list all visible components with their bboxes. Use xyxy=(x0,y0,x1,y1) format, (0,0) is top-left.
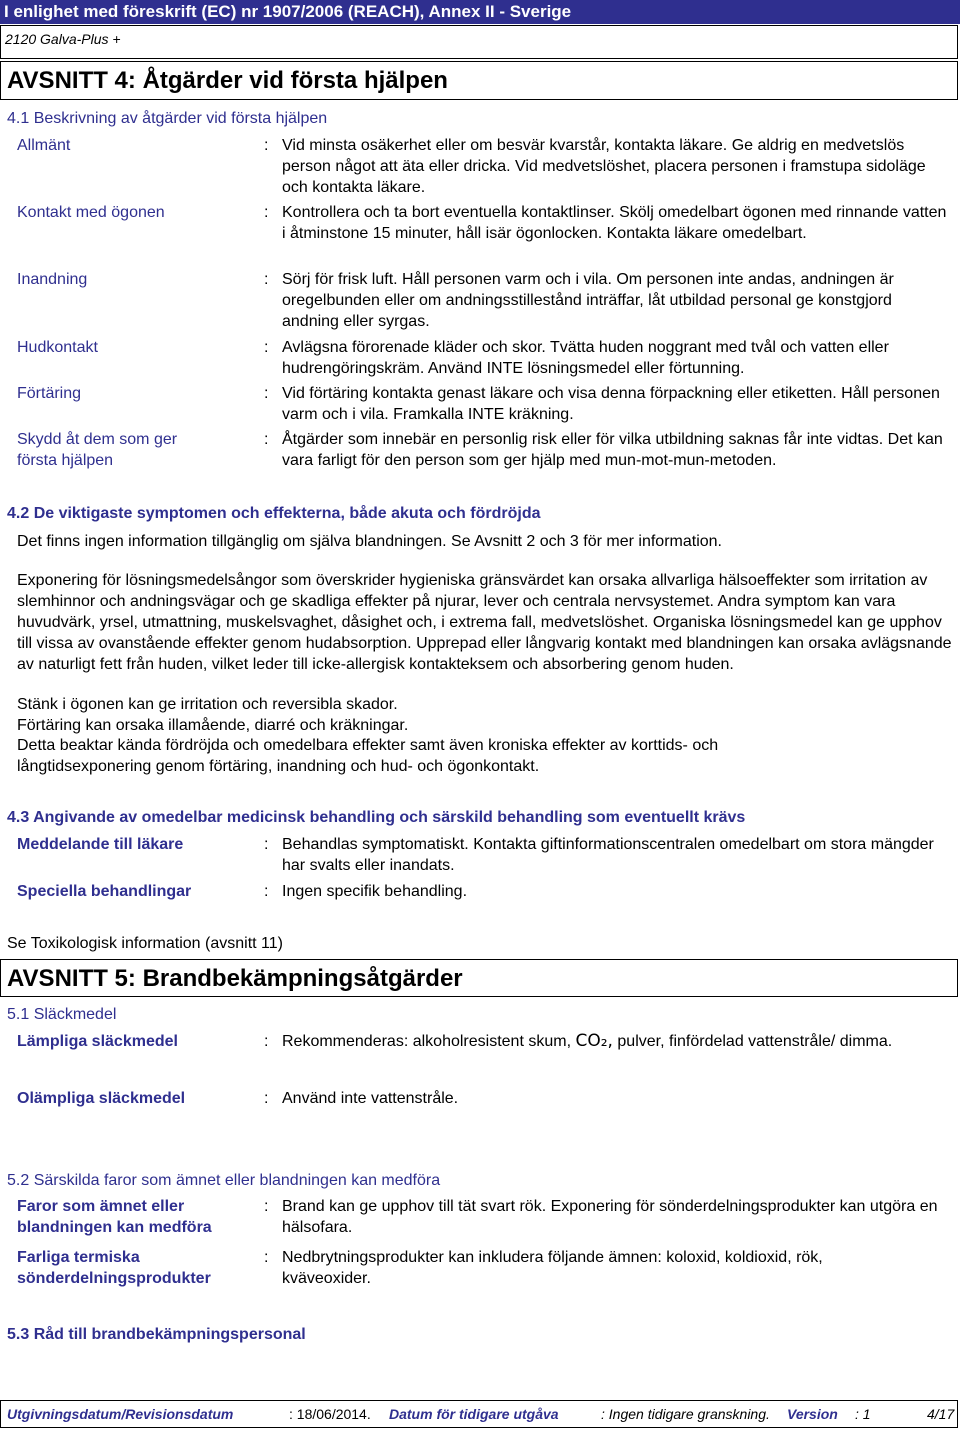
label-first-aider-protection: Skydd åt dem som ger första hjälpen xyxy=(17,431,178,469)
page-footer xyxy=(0,1400,958,1428)
value-eye-contact: Kontrollera och ta bort eventuella kontaktlinser. Skölj omedelbart ögonen med rinnande vatten i åtminstone 15 minuter, håll isär ögonlocken. Kontakta läkare omedelbart. xyxy=(282,204,947,242)
value-skin-contact: Avlägsna förorenade kläder och skor. Tvätta huden noggrant med tvål och vatten eller hudrengöringskräm. Använd INTE lösningsmedel eller förtunning. xyxy=(282,339,889,377)
colon: : xyxy=(264,1033,269,1050)
colon: : xyxy=(264,137,269,154)
subsection-5-3: 5.3 Råd till brandbekämpningspersonal xyxy=(7,1326,306,1343)
section-4-title: AVSNITT 4: Åtgärder vid första hjälpen xyxy=(0,61,958,100)
footer-issue-date-value: : 18/06/2014. xyxy=(289,1406,371,1422)
value-first-aider-protection: Åtgärder som innebär en personlig risk eller för vilka utbildning saknas får inte vidtas. Det kan vara farligt för den person som ger hjälp med mun-mot-mun-metoden. xyxy=(282,431,943,469)
footer-issue-date-label: Utgivningsdatum/Revisionsdatum xyxy=(7,1406,234,1422)
subsection-4-1: 4.1 Beskrivning av åtgärder vid första hjälpen xyxy=(7,110,328,127)
symptoms-intro: Det finns ingen information tillgänglig om själva blandningen. Se Avsnitt 2 och 3 för mer information. xyxy=(17,533,722,550)
footer-previous-date-label: Datum för tidigare utgåva xyxy=(389,1406,559,1422)
colon: : xyxy=(264,339,269,356)
subsection-4-3: 4.3 Angivande av omedelbar medicinsk behandling och särskild behandling som eventuellt krävs xyxy=(7,809,746,826)
label-specific-treatments: Speciella behandlingar xyxy=(17,883,192,900)
label-inhalation: Inandning xyxy=(17,271,88,288)
suitable-text-start: Rekommenderas: alkoholresistent skum, xyxy=(282,1033,572,1050)
subsection-5-1: 5.1 Släckmedel xyxy=(7,1006,117,1023)
label-skin-contact: Hudkontakt xyxy=(17,339,98,356)
product-name: 2120 Galva-Plus + xyxy=(0,25,958,59)
symptoms-line: Detta beaktar kända fördröjda och omedelbara effekter samt även kroniska effekter av korttids- och xyxy=(17,737,719,754)
symptoms-text: Exponering för lösningsmedelsångor som överskrider hygieniska gränsvärdet kan orsaka allvarliga hälsoeffekter som irritation av slemhinnor och andningsvägar och ge skadliga effekter på njurar, lever och centrala nervsystemet. Andra symptom kan vara huvudvärk, yrsel, utmattning, muskelsvaghet, dåsighet och, i extrema fall, medvetslöshet. Organiska lösningsmedel kan ge upphov till vissa av ovanstående effekter genom hudabsorption. Upprepad eller långvarig kontakt med blandningen kan orsaka avlägsnande av naturligt fett från huden, vilket leder till icke-allergisk kontakteksem och absorbering genom huden. xyxy=(17,572,952,673)
label-unsuitable-media: Olämpliga släckmedel xyxy=(17,1090,186,1107)
label-suitable-media: Lämpliga släckmedel xyxy=(17,1033,178,1050)
symptoms-line: Förtäring kan orsaka illamående, diarré och kräkningar. xyxy=(17,717,409,734)
label-eye-contact: Kontakt med ögonen xyxy=(17,204,165,221)
footer-page-number: 4/17 xyxy=(927,1406,955,1422)
colon: : xyxy=(264,1249,269,1266)
toxicology-reference: Se Toxikologisk information (avsnitt 11) xyxy=(7,935,283,952)
colon: : xyxy=(264,836,269,853)
subsection-5-2: 5.2 Särskilda faror som ämnet eller blandningen kan medföra xyxy=(7,1172,441,1189)
value-ingestion: Vid förtäring kontakta genast läkare och visa denna förpackning eller etiketten. Håll personen varm och i vila. Framkalla INTE kräkning. xyxy=(282,385,940,423)
value-suitable-media xyxy=(282,1031,912,1052)
label-general: Allmänt xyxy=(17,137,71,154)
value-unsuitable-media: Använd inte vattenstråle. xyxy=(282,1090,459,1107)
footer-version-label: Version xyxy=(787,1406,838,1422)
colon: : xyxy=(264,1198,269,1215)
colon: : xyxy=(264,271,269,288)
colon: : xyxy=(264,1090,269,1107)
document-header: I enlighet med föreskrift (EC) nr 1907/2006 (REACH), Annex II - Sverige xyxy=(0,0,960,24)
suitable-text-end: pulver, finfördelad vattenstråle/ dimma. xyxy=(617,1033,893,1050)
subsection-4-2: 4.2 De viktigaste symptomen och effekterna, både akuta och fördröjda xyxy=(7,505,541,522)
value-specific-treatments: Ingen specifik behandling. xyxy=(282,883,468,900)
footer-previous-date-value: : Ingen tidigare granskning. xyxy=(601,1406,770,1422)
value-note-to-physician: Behandlas symptomatiskt. Kontakta giftinformationscentralen omedelbart om stora mängder har svalts eller inandats. xyxy=(282,836,934,874)
colon: : xyxy=(264,204,269,221)
colon: : xyxy=(264,385,269,402)
label-note-to-physician: Meddelande till läkare xyxy=(17,836,184,853)
label-decomposition-products: Farliga termiska sönderdelningsprodukter xyxy=(17,1249,211,1287)
symptoms-line: Stänk i ögonen kan ge irritation och reversibla skador. xyxy=(17,696,398,713)
label-ingestion: Förtäring xyxy=(17,385,82,402)
co2-symbol: CO₂, xyxy=(575,1031,613,1051)
colon: : xyxy=(264,883,269,900)
value-general: Vid minsta osäkerhet eller om besvär kvarstår, kontakta läkare. Ge aldrig en medvetslös person något att äta eller dricka. Vid medvetslöshet, placera personen i framstupa sidoläge och kontakta läkare. xyxy=(282,137,926,196)
label-specific-hazards: Faror som ämnet eller blandningen kan medföra xyxy=(17,1198,212,1236)
value-decomposition-products: Nedbrytningsprodukter kan inkludera följande ämnen: koloxid, koldioxid, rök, kväveoxider. xyxy=(282,1249,823,1287)
section-5-title: AVSNITT 5: Brandbekämpningsåtgärder xyxy=(0,959,958,997)
colon: : xyxy=(264,431,269,448)
footer-version-value: : 1 xyxy=(855,1406,871,1422)
symptoms-line: långtidsexponering genom förtäring, inandning och hud- och ögonkontakt. xyxy=(17,758,540,775)
value-specific-hazards: Brand kan ge upphov till tät svart rök. Exponering för sönderdelningsprodukter kan utgöra en hälsofara. xyxy=(282,1198,938,1236)
value-inhalation: Sörj för frisk luft. Håll personen varm och i vila. Om personen inte andas, andningen är oregelbunden eller om andningsstillestånd inträffar, låt utbildad personal ge konstgjord andning eller syrgas. xyxy=(282,271,894,330)
